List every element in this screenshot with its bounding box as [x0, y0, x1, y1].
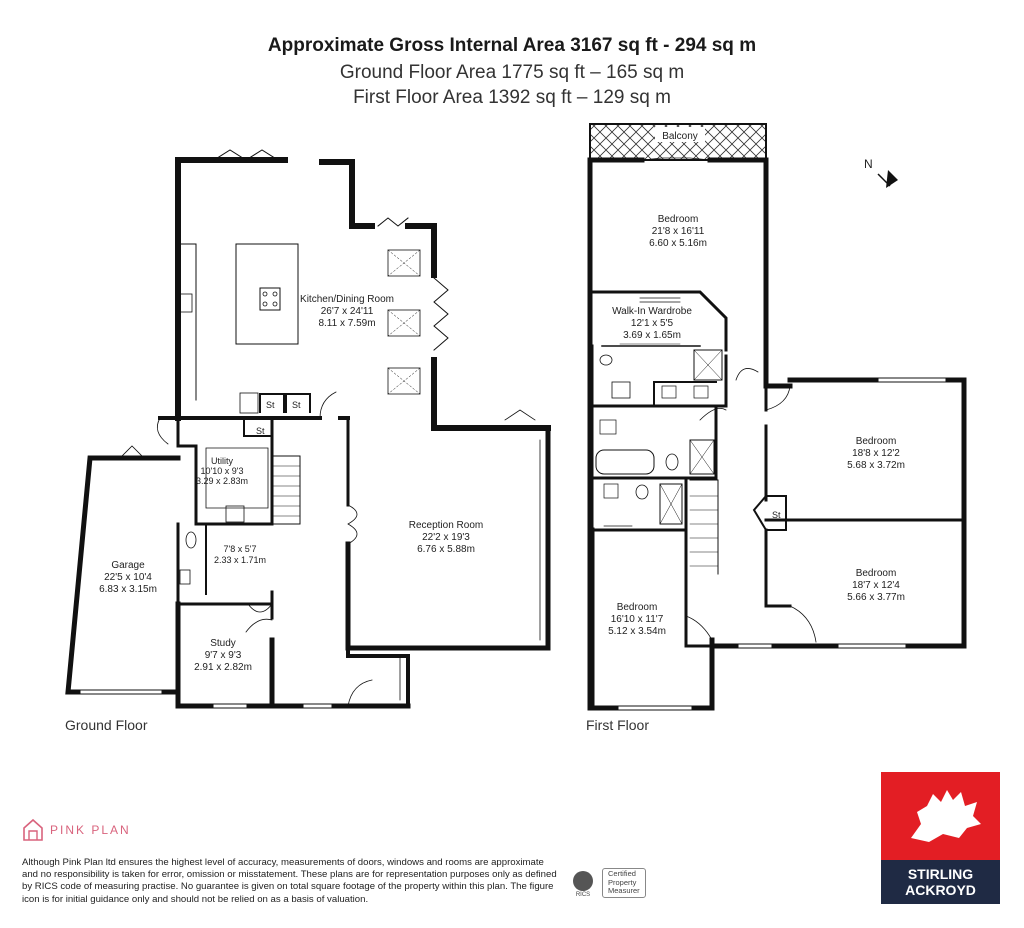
cloak-imperial: 7'8 x 5'7	[223, 544, 257, 554]
reception-name: Reception Room	[408, 520, 484, 531]
north-compass-icon	[864, 157, 898, 188]
rics-certified-text	[602, 868, 646, 897]
store-label: St	[256, 426, 265, 436]
bedroom2-metric: 5.68 x 3.72m	[847, 460, 905, 471]
first-floor-area: First Floor Area 1392 sq ft – 129 sq m	[353, 87, 671, 108]
bedroom1-metric: 6.60 x 5.16m	[649, 238, 707, 249]
ground-floor-plan	[68, 150, 548, 708]
garage-name: Garage	[111, 560, 145, 571]
kitchen-imperial: 26'7 x 24'11	[320, 306, 374, 317]
wardrobe-imperial: 12'1 x 5'5	[630, 318, 674, 329]
bedroom1-name: Bedroom	[657, 214, 699, 225]
bedroom2-name: Bedroom	[855, 436, 897, 447]
rics-badge	[568, 868, 646, 898]
wardrobe-metric: 3.69 x 1.65m	[623, 330, 681, 341]
study-name: Study	[210, 638, 236, 649]
utility-name: Utility	[211, 456, 233, 466]
first-floor-label: First Floor	[586, 717, 649, 733]
store-label: St	[772, 510, 781, 520]
griffin-icon	[881, 772, 1000, 860]
reception-imperial: 22'2 x 19'3	[422, 532, 470, 543]
area-title: Approximate Gross Internal Area 3167 sq ft - 294 sq m	[267, 35, 757, 56]
garage-metric: 6.83 x 3.15m	[99, 584, 157, 595]
rics-line2: Property	[608, 877, 637, 887]
balcony-label: Balcony	[662, 131, 698, 142]
rics-line1: Certified	[608, 869, 636, 879]
study-imperial: 9'7 x 9'3	[204, 650, 242, 661]
agent-name-line1: STIRLING	[907, 866, 974, 882]
store-label: St	[266, 400, 275, 410]
kitchen-name: Kitchen/Dining Room	[300, 294, 394, 305]
rics-name: RICS	[575, 892, 591, 898]
bedroom1-imperial: 21'8 x 16'11	[651, 226, 705, 237]
utility-imperial: 10'10 x 9'3	[200, 466, 244, 476]
bedroom4-name: Bedroom	[616, 602, 658, 613]
house-logo-icon	[22, 818, 44, 842]
bedroom3-metric: 5.66 x 3.77m	[847, 592, 905, 603]
stirling-ackroyd-logo	[881, 772, 1000, 904]
bedroom4-imperial: 16'10 x 11'7	[610, 614, 664, 625]
disclaimer-text: Although Pink Plan ltd ensures the highest level of accuracy, measurements of doors, windows and rooms are approximate and no responsibility is taken for error, omission or misstatement. These plans are for representation purposes only as defined by RICS code of measuring practise. No guarantee is given on total square footage of the property within this plan. The figure icon is for initial guidance only and should not be relied on as a basis of valuation.	[22, 857, 557, 905]
store-label: St	[292, 400, 301, 410]
utility-metric: 3.29 x 2.83m	[195, 476, 249, 486]
rics-line3: Measurer	[608, 886, 640, 896]
rics-logo-icon	[568, 868, 598, 898]
study-metric: 2.91 x 2.82m	[194, 662, 252, 673]
ground-floor-label: Ground Floor	[65, 717, 148, 733]
ground-floor-area: Ground Floor Area 1775 sq ft – 165 sq m	[339, 62, 685, 83]
compass-label: N	[864, 157, 873, 171]
wardrobe-name: Walk-In Wardrobe	[612, 306, 692, 317]
cloak-metric: 2.33 x 1.71m	[213, 555, 267, 565]
pinkplan-name: PINK PLAN	[50, 823, 131, 837]
bedroom2-imperial: 18'8 x 12'2	[852, 448, 900, 459]
kitchen-metric: 8.11 x 7.59m	[318, 318, 376, 329]
agent-name-line2: ACKROYD	[905, 882, 976, 898]
bedroom4-metric: 5.12 x 3.54m	[608, 626, 666, 637]
garage-imperial: 22'5 x 10'4	[104, 572, 152, 583]
bedroom3-name: Bedroom	[855, 568, 897, 579]
kitchen-wall	[178, 160, 285, 418]
pinkplan-logo	[22, 818, 131, 842]
bedroom3-imperial: 18'7 x 12'4	[852, 580, 900, 591]
reception-metric: 6.76 x 5.88m	[417, 544, 475, 555]
